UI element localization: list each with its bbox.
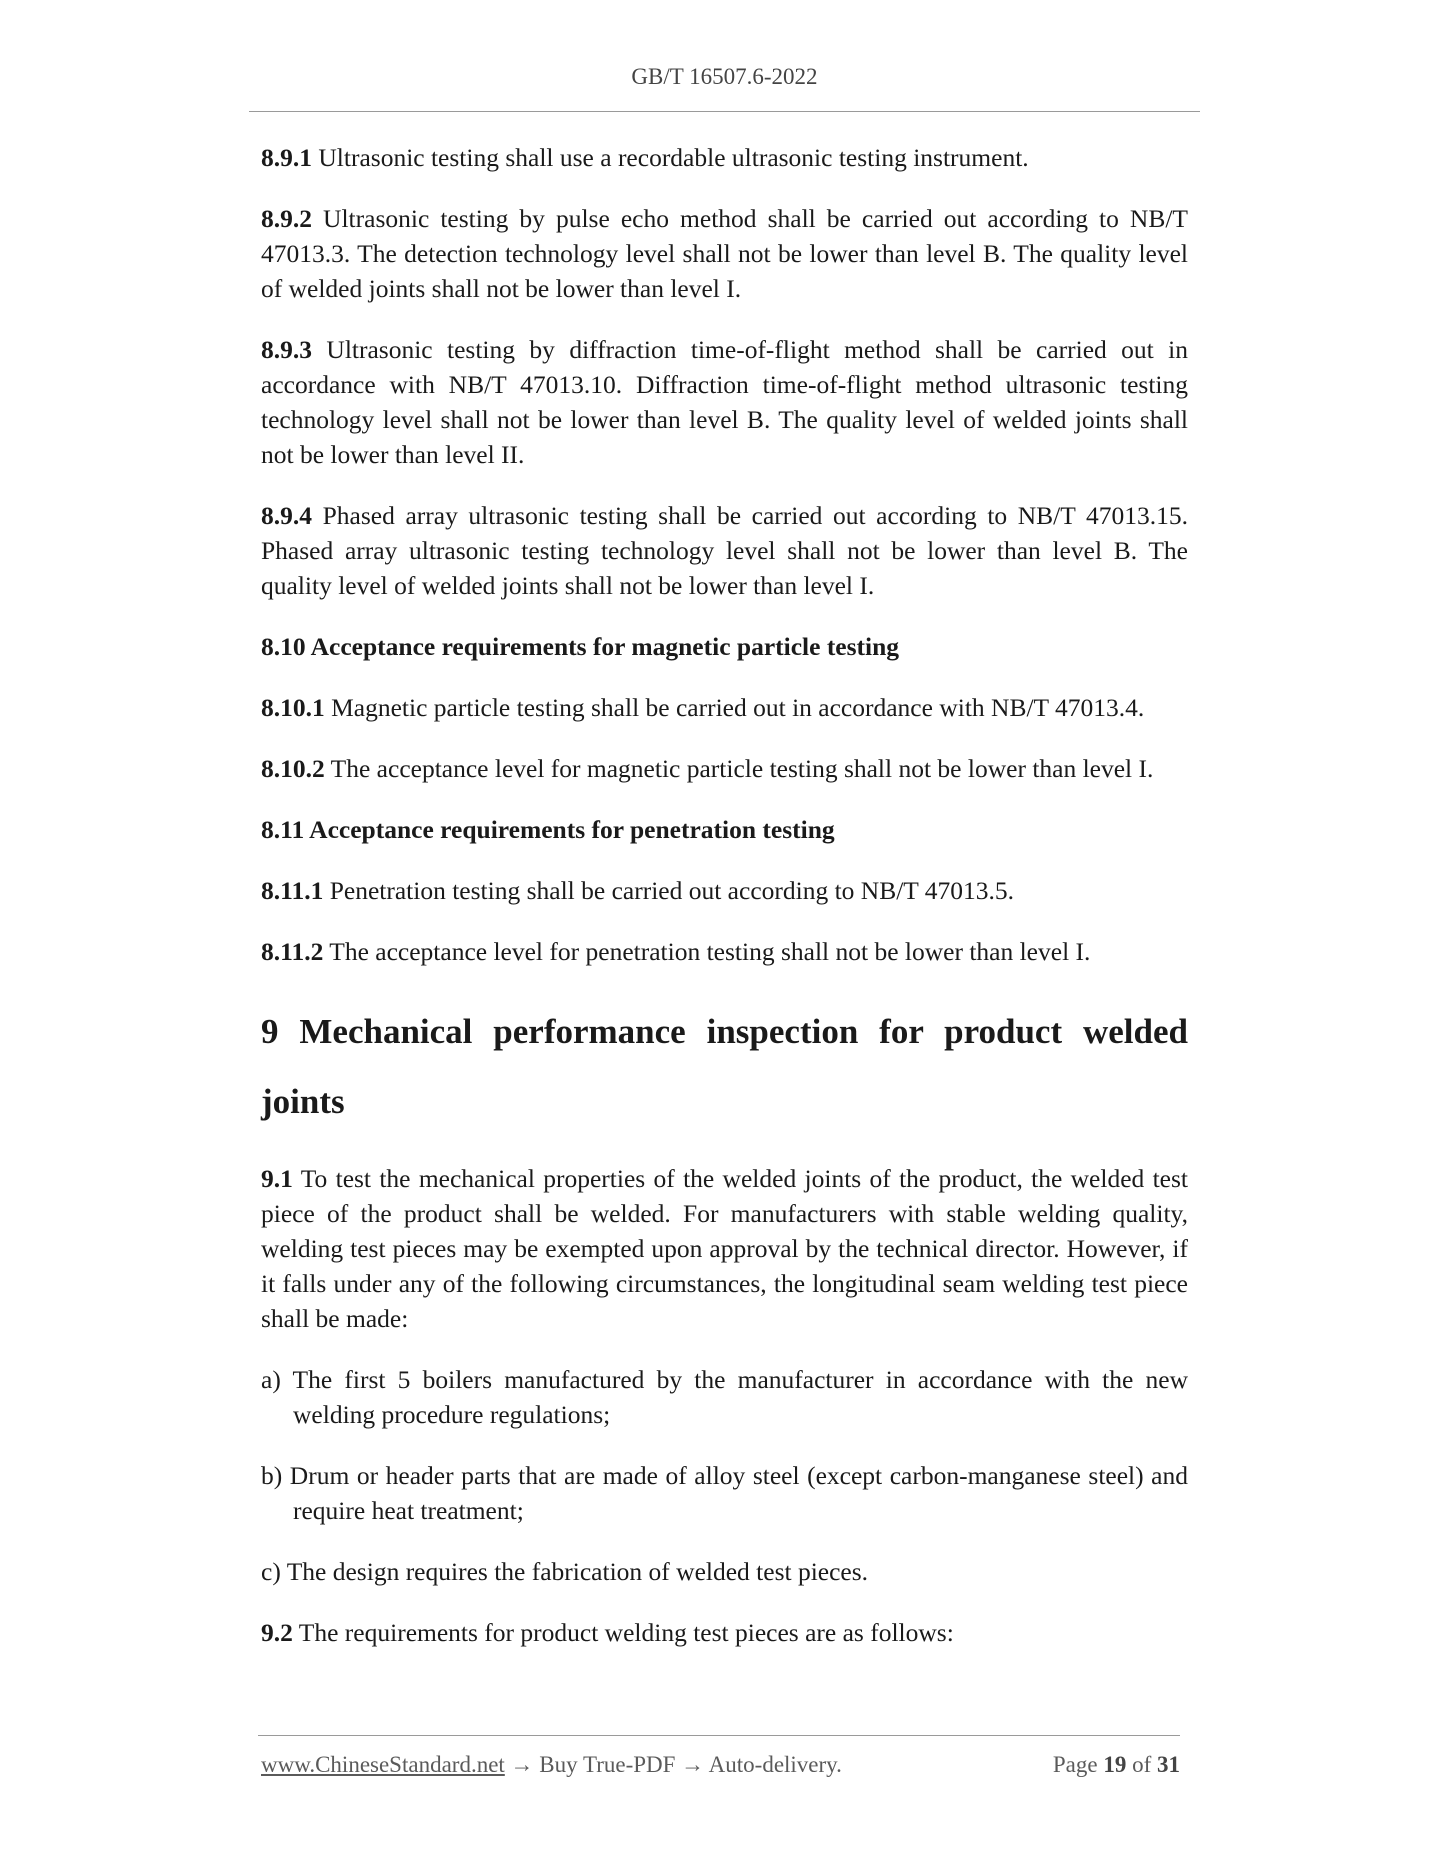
paragraph-9-1 (261, 1161, 1188, 1336)
paragraph-8-10-2 (261, 751, 1188, 786)
clause-text: To test the mechanical properties of the welded joints of the product, the welded test piece of the product shall be welded. For manufacturers with stable welding quality, welding test pieces may be exempted upon approval by the technical director. However, if it falls under any of the following circumstances, the longitudinal seam welding test piece shall be made: (261, 1164, 1188, 1333)
clause-text: Ultrasonic testing by diffraction time-of-flight method shall be carried out in accordance with NB/T 47013.10. Diffraction time-of-flight method ultrasonic testing technology level shall not be lower than level B. The quality level of welded joints shall not be lower than level II. (261, 335, 1188, 469)
clause-number: 8.10.2 (261, 754, 325, 783)
clause-text: Ultrasonic testing by pulse echo method shall be carried out according to NB/T 47013.3. The detection technology level shall not be lower than level B. The quality level of welded joints shall not be lower than level I. (261, 204, 1188, 303)
heading-8-11: 8.11 Acceptance requirements for penetration testing (261, 815, 835, 844)
clause-text: The requirements for product welding test pieces are as follows: (292, 1618, 954, 1647)
header-divider (249, 111, 1200, 112)
clause-number: 9.2 (261, 1618, 293, 1647)
page-number: 19 (1103, 1752, 1127, 1777)
list-item-b: b) Drum or header parts that are made of alloy steel (except carbon-manganese steel) and require heat treatment; (261, 1461, 1188, 1525)
clause-number: 8.11.2 (261, 937, 324, 966)
paragraph-8-11-1 (261, 873, 1188, 908)
page-indicator (1053, 1752, 1180, 1778)
page-word: Page (1052, 1752, 1104, 1777)
clause-text: Ultrasonic testing shall use a recordable ultrasonic testing instrument. (312, 143, 1029, 172)
page-total: 31 (1157, 1752, 1180, 1777)
clause-text: The acceptance level for penetration testing shall not be lower than level I. (323, 937, 1091, 966)
footer-divider (258, 1735, 1180, 1736)
footer-promo (261, 1752, 842, 1778)
paragraph-8-11-2 (261, 934, 1188, 969)
clause-number: 8.9.1 (261, 143, 312, 172)
page-header: GB/T 16507.6-2022 (631, 64, 818, 89)
clause-text: Penetration testing shall be carried out according to NB/T 47013.5. (323, 876, 1015, 905)
list-item-a: a) The first 5 boilers manufactured by the manufacturer in accordance with the new welding procedure regulations; (261, 1365, 1188, 1429)
paragraph-8-9-3 (261, 332, 1188, 472)
page-content (261, 140, 1188, 1676)
clause-number: 8.10.1 (261, 693, 325, 722)
paragraph-8-9-2 (261, 201, 1188, 306)
clause-number: 8.11.1 (261, 876, 324, 905)
clause-text: Magnetic particle testing shall be carried out in accordance with NB/T 47013.4. (324, 693, 1145, 722)
section-9-title: 9 Mechanical performance inspection for product welded joints (261, 1012, 1188, 1121)
paragraph-8-10-1 (261, 690, 1188, 725)
of-word: of (1126, 1752, 1157, 1777)
clause-number: 8.9.3 (261, 335, 312, 364)
paragraph-8-9-1 (261, 140, 1188, 175)
clause-text: Phased array ultrasonic testing shall be carried out according to NB/T 47013.15. Phased array ultrasonic testing technology level shall not be lower than level B. The quality level of welded joints shall not be lower than level I. (261, 501, 1188, 600)
clause-number: 8.9.2 (261, 204, 312, 233)
clause-text: The acceptance level for magnetic particle testing shall not be lower than level I. (324, 754, 1154, 783)
list-item-c: c) The design requires the fabrication of welded test pieces. (261, 1557, 869, 1586)
footer-promo-text: → Buy True-PDF → Auto-delivery. (504, 1752, 842, 1777)
paragraph-9-2 (261, 1615, 1188, 1650)
heading-8-10: 8.10 Acceptance requirements for magnetic particle testing (261, 632, 900, 661)
clause-number: 8.9.4 (261, 501, 312, 530)
website-link[interactable]: www.ChineseStandard.net (261, 1752, 505, 1777)
clause-number: 9.1 (261, 1164, 293, 1193)
paragraph-8-9-4 (261, 498, 1188, 603)
